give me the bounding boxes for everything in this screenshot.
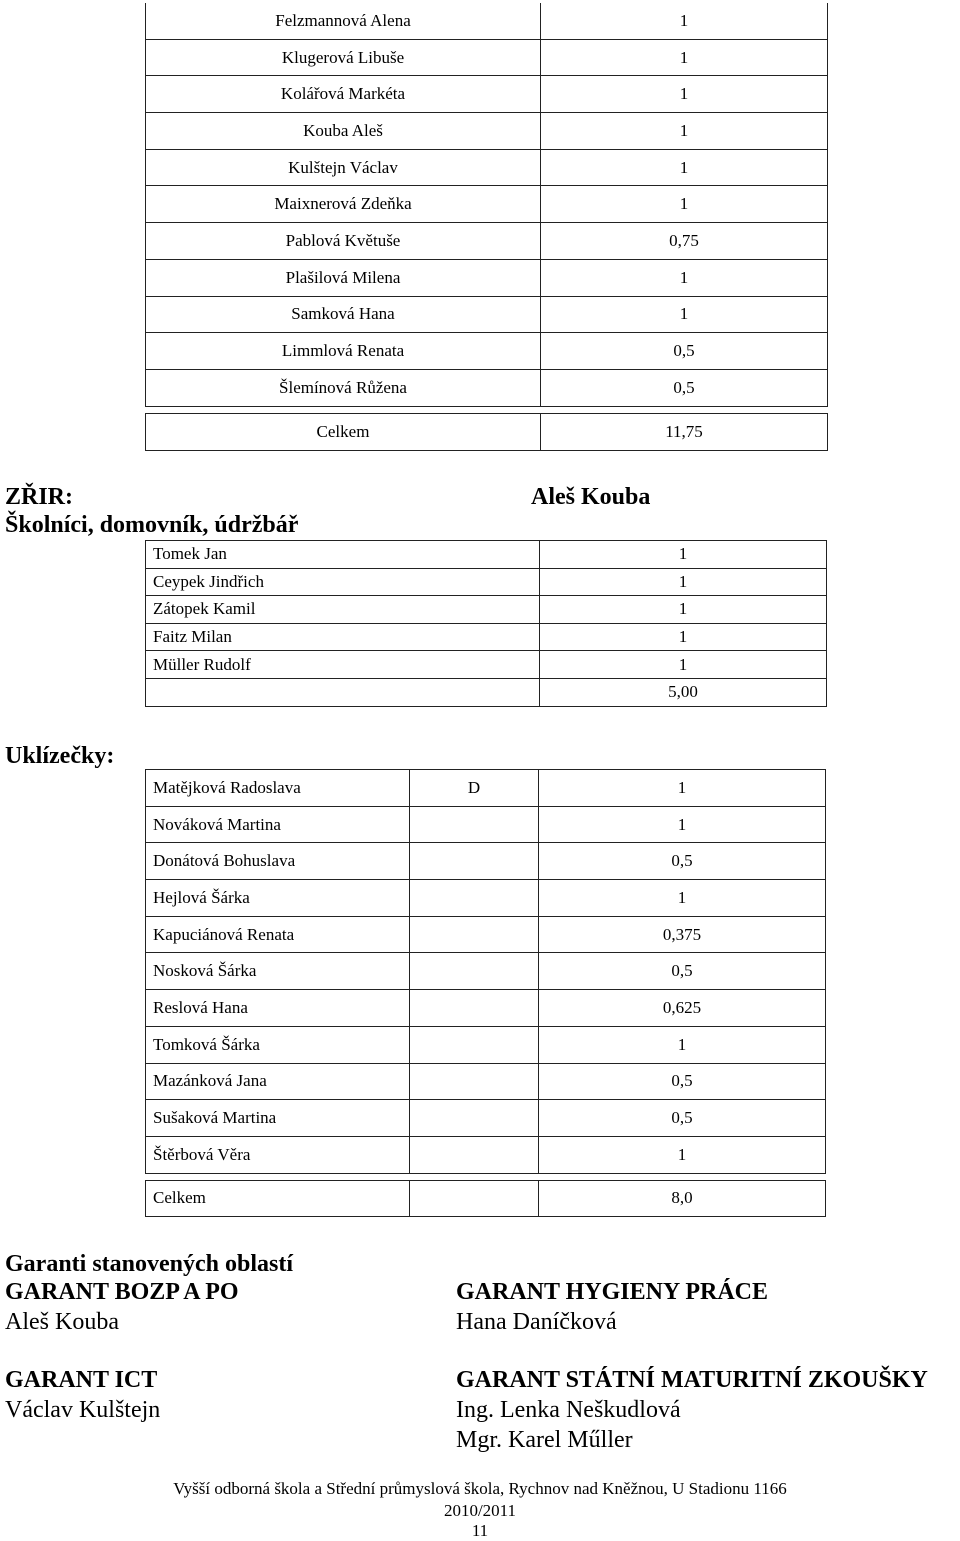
- employee-fte: 1: [540, 568, 827, 596]
- employee-fte: 0,5: [539, 953, 826, 990]
- table-row: [146, 651, 827, 679]
- footer-year: 2010/2011: [443, 1501, 517, 1520]
- table-row: [146, 76, 828, 113]
- employee-fte: 0,5: [541, 369, 828, 406]
- total-mark: [410, 1180, 539, 1217]
- employee-fte: 1: [539, 806, 826, 843]
- employee-name: Reslová Hana: [146, 990, 410, 1027]
- employee-fte: 1: [541, 186, 828, 223]
- table-row: [146, 223, 828, 260]
- employee-mark: [410, 1100, 539, 1137]
- employee-mark: [410, 916, 539, 953]
- table-row: [146, 843, 826, 880]
- employee-name: Tomek Jan: [146, 541, 540, 569]
- employee-mark: [410, 1026, 539, 1063]
- employee-fte: 1: [541, 76, 828, 113]
- guarantors-title: Garanti stanovených oblastí: [5, 1251, 294, 1277]
- staff-table-1: [145, 3, 828, 451]
- employee-fte: 1: [539, 1026, 826, 1063]
- employee-name: Zátopek Kamil: [146, 596, 540, 624]
- gap-cell: [146, 1173, 410, 1180]
- garant-ict-label: GARANT ICT: [5, 1367, 158, 1393]
- table-row: [146, 623, 827, 651]
- gap-cell: [410, 1173, 539, 1180]
- table-gap: [146, 406, 828, 413]
- employee-name: Ceypek Jindřich: [146, 568, 540, 596]
- table-row: [146, 1136, 826, 1173]
- table-row: [146, 3, 828, 39]
- employee-name: Kolářová Markéta: [146, 76, 541, 113]
- employee-fte: 0,5: [539, 843, 826, 880]
- table-row: [146, 806, 826, 843]
- gap-cell: [146, 406, 541, 413]
- table-row: [146, 296, 828, 333]
- staff-table-2: [145, 540, 827, 707]
- garant-hygiene-label: GARANT HYGIENY PRÁCE: [456, 1279, 769, 1305]
- employee-fte: 1: [540, 651, 827, 679]
- employee-fte: 0,625: [539, 990, 826, 1027]
- table-gap: [146, 1173, 826, 1180]
- total-value: 5,00: [540, 678, 827, 706]
- garant-maturita-person-2: Mgr. Karel Műller: [456, 1427, 633, 1453]
- zrir-head: Aleš Kouba: [531, 484, 651, 510]
- employee-name: Nováková Martina: [146, 806, 410, 843]
- table-row: [146, 113, 828, 150]
- employee-mark: [410, 880, 539, 917]
- footer-school: Vyšší odborná škola a Střední průmyslová škola, Rychnov nad Kněžnou, U Stadionu 1166: [173, 1479, 787, 1498]
- garant-maturita-person-1: Ing. Lenka Neškudlová: [456, 1397, 681, 1423]
- employee-name: Müller Rudolf: [146, 651, 540, 679]
- employee-name: Matějková Radoslava: [146, 770, 410, 807]
- employee-name: Donátová Bohuslava: [146, 843, 410, 880]
- table-row: [146, 1063, 826, 1100]
- employee-name: Samková Hana: [146, 296, 541, 333]
- table-row: [146, 369, 828, 406]
- table-row: [146, 149, 828, 186]
- employee-name: Felzmannová Alena: [146, 3, 541, 39]
- table-row: [146, 541, 827, 569]
- employee-fte: 0,5: [539, 1063, 826, 1100]
- employee-fte: 1: [540, 596, 827, 624]
- total-label: Celkem: [146, 1180, 410, 1217]
- employee-mark: [410, 953, 539, 990]
- employee-name: Pablová Květuše: [146, 223, 541, 260]
- employee-name: Kapuciánová Renata: [146, 916, 410, 953]
- employee-mark: [410, 806, 539, 843]
- total-label: Celkem: [146, 413, 541, 450]
- table-row: [146, 1100, 826, 1137]
- garant-hygiene-person: Hana Daníčková: [456, 1309, 617, 1335]
- table-total-row: [146, 413, 828, 450]
- total-label: [146, 678, 540, 706]
- employee-fte: 1: [539, 880, 826, 917]
- employee-fte: 1: [540, 623, 827, 651]
- employee-fte: 1: [539, 1136, 826, 1173]
- employee-mark: [410, 1063, 539, 1100]
- table-row: [146, 880, 826, 917]
- garant-ict-person: Václav Kulštejn: [5, 1397, 161, 1423]
- table-total-row: [146, 678, 827, 706]
- employee-name: Hejlová Šárka: [146, 880, 410, 917]
- employee-fte: 1: [539, 770, 826, 807]
- employee-fte: 1: [541, 296, 828, 333]
- employee-name: Maixnerová Zdeňka: [146, 186, 541, 223]
- employee-name: Plašilová Milena: [146, 259, 541, 296]
- table-row: [146, 916, 826, 953]
- total-value: 11,75: [541, 413, 828, 450]
- employee-fte: 1: [541, 113, 828, 150]
- employee-name: Štěrbová Věra: [146, 1136, 410, 1173]
- employee-name: Sušaková Martina: [146, 1100, 410, 1137]
- table-total-row: [146, 1180, 826, 1217]
- employee-name: Tomková Šárka: [146, 1026, 410, 1063]
- garant-bozp-person: Aleš Kouba: [5, 1309, 119, 1335]
- table-row: [146, 770, 826, 807]
- employee-fte: 1: [541, 259, 828, 296]
- table-row: [146, 259, 828, 296]
- employee-fte: 1: [541, 3, 828, 39]
- employee-name: Limmlová Renata: [146, 333, 541, 370]
- table-row: [146, 953, 826, 990]
- employee-mark: [410, 1136, 539, 1173]
- table-row: [146, 333, 828, 370]
- zrir-subtitle: Školníci, domovník, údržbář: [5, 512, 299, 538]
- cleaners-label: Uklízečky:: [5, 743, 115, 769]
- gap-cell: [539, 1173, 826, 1180]
- employee-fte: 1: [541, 149, 828, 186]
- employee-name: Nosková Šárka: [146, 953, 410, 990]
- employee-name: Šlemínová Růžena: [146, 369, 541, 406]
- employee-mark: [410, 843, 539, 880]
- table-row: [146, 39, 828, 76]
- zrir-label: ZŘIR:: [5, 484, 74, 510]
- employee-fte: 0,5: [541, 333, 828, 370]
- table-row: [146, 568, 827, 596]
- employee-fte: 1: [541, 39, 828, 76]
- employee-fte: 0,5: [539, 1100, 826, 1137]
- table-row: [146, 990, 826, 1027]
- employee-name: Klugerová Libuše: [146, 39, 541, 76]
- employee-mark: D: [410, 770, 539, 807]
- gap-cell: [541, 406, 828, 413]
- employee-mark: [410, 990, 539, 1027]
- garant-bozp-label: GARANT BOZP A PO: [5, 1279, 239, 1305]
- table-row: [146, 1026, 826, 1063]
- employee-fte: 1: [540, 541, 827, 569]
- employee-name: Faitz Milan: [146, 623, 540, 651]
- garant-maturita-label: GARANT STÁTNÍ MATURITNÍ ZKOUŠKY: [456, 1367, 928, 1393]
- table-row: [146, 186, 828, 223]
- employee-fte: 0,75: [541, 223, 828, 260]
- employee-name: Kouba Aleš: [146, 113, 541, 150]
- total-value: 8,0: [539, 1180, 826, 1217]
- employee-name: Kulštejn Václav: [146, 149, 541, 186]
- table-row: [146, 596, 827, 624]
- footer-page-number: 11: [471, 1521, 489, 1540]
- employee-fte: 0,375: [539, 916, 826, 953]
- staff-table-3: [145, 769, 826, 1217]
- employee-name: Mazánková Jana: [146, 1063, 410, 1100]
